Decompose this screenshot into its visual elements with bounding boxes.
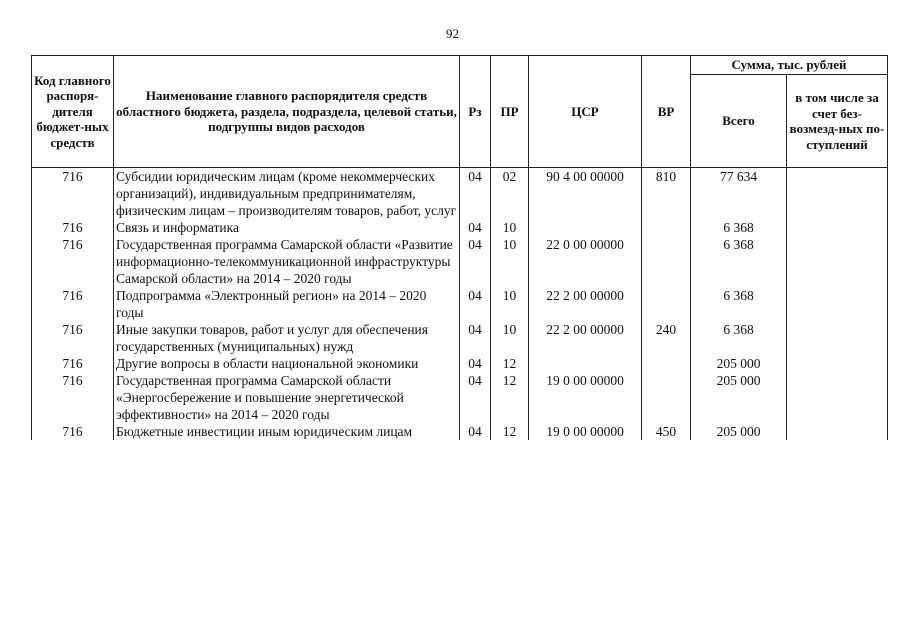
header-free: в том числе за счет без-возмезд-ных по-ступлений [787,75,888,168]
header-csr: ЦСР [529,56,642,168]
header-pr: ПР [491,56,529,168]
cell-total: 77 634 [691,168,787,220]
cell-vr: 450 [642,423,691,440]
cell-name: Государственная программа Самарской области «Развитие информационно-телекоммуникационной инфраструктуры Самарской области» на 2014 – 2020 годы [114,236,460,287]
cell-name: Государственная программа Самарской области «Энергосбережение и повышение энергетической эффективности» на 2014 – 2020 годы [114,372,460,423]
cell-code: 716 [32,321,114,355]
header-row-1 [32,56,888,75]
header-code: Код главного распоря-дителя бюджет-ных средств [32,56,114,168]
cell-free [787,355,888,372]
cell-csr: 22 2 00 00000 [529,321,642,355]
cell-name: Субсидии юридическим лицам (кроме некоммерческих организаций), индивидуальным предпринимателям, физическим лицам – производителям товаров, работ, услуг [114,168,460,220]
budget-table [31,55,888,440]
cell-total: 6 368 [691,236,787,287]
cell-name: Бюджетные инвестиции иным юридическим лицам [114,423,460,440]
cell-rz: 04 [460,372,491,423]
cell-pr: 12 [491,372,529,423]
cell-pr: 10 [491,219,529,236]
page-number: 92 [446,26,459,41]
cell-free [787,321,888,355]
cell-csr: 19 0 00 00000 [529,372,642,423]
cell-code: 716 [32,287,114,321]
cell-code: 716 [32,219,114,236]
cell-code: 716 [32,168,114,220]
table-row [32,355,888,372]
cell-csr: 22 2 00 00000 [529,287,642,321]
cell-pr: 10 [491,287,529,321]
table-row [32,219,888,236]
cell-pr: 02 [491,168,529,220]
cell-csr [529,219,642,236]
cell-rz: 04 [460,236,491,287]
cell-free [787,287,888,321]
cell-rz: 04 [460,423,491,440]
cell-vr [642,372,691,423]
cell-rz: 04 [460,219,491,236]
cell-name: Другие вопросы в области национальной экономики [114,355,460,372]
cell-name: Иные закупки товаров, работ и услуг для обеспечения государственных (муниципальных) нужд [114,321,460,355]
table-row [32,423,888,440]
cell-rz: 04 [460,355,491,372]
cell-vr [642,236,691,287]
table-row [32,168,888,220]
cell-pr: 10 [491,321,529,355]
cell-csr: 22 0 00 00000 [529,236,642,287]
cell-vr: 810 [642,168,691,220]
cell-code: 716 [32,355,114,372]
cell-free [787,372,888,423]
cell-pr: 12 [491,355,529,372]
cell-name: Связь и информатика [114,219,460,236]
cell-free [787,236,888,287]
cell-total: 6 368 [691,287,787,321]
table-row [32,236,888,287]
cell-total: 205 000 [691,423,787,440]
cell-pr: 10 [491,236,529,287]
cell-vr [642,287,691,321]
header-sum: Сумма, тыс. рублей [691,56,888,75]
cell-code: 716 [32,372,114,423]
cell-free [787,423,888,440]
header-rz: Рз [460,56,491,168]
cell-vr: 240 [642,321,691,355]
cell-name: Подпрограмма «Электронный регион» на 2014 – 2020 годы [114,287,460,321]
cell-code: 716 [32,236,114,287]
cell-free [787,219,888,236]
cell-rz: 04 [460,287,491,321]
cell-total: 205 000 [691,355,787,372]
cell-csr: 90 4 00 00000 [529,168,642,220]
cell-code: 716 [32,423,114,440]
cell-csr [529,355,642,372]
cell-csr: 19 0 00 00000 [529,423,642,440]
cell-rz: 04 [460,321,491,355]
cell-total: 205 000 [691,372,787,423]
cell-vr [642,355,691,372]
header-vr: ВР [642,56,691,168]
table-row [32,372,888,423]
cell-free [787,168,888,220]
cell-vr [642,219,691,236]
cell-pr: 12 [491,423,529,440]
cell-total: 6 368 [691,321,787,355]
table-row [32,287,888,321]
header-name: Наименование главного распорядителя средств областного бюджета, раздела, подраздела, целевой статьи, подгруппы видов расходов [114,56,460,168]
table-row [32,321,888,355]
cell-total: 6 368 [691,219,787,236]
header-total: Всего [691,75,787,168]
cell-rz: 04 [460,168,491,220]
